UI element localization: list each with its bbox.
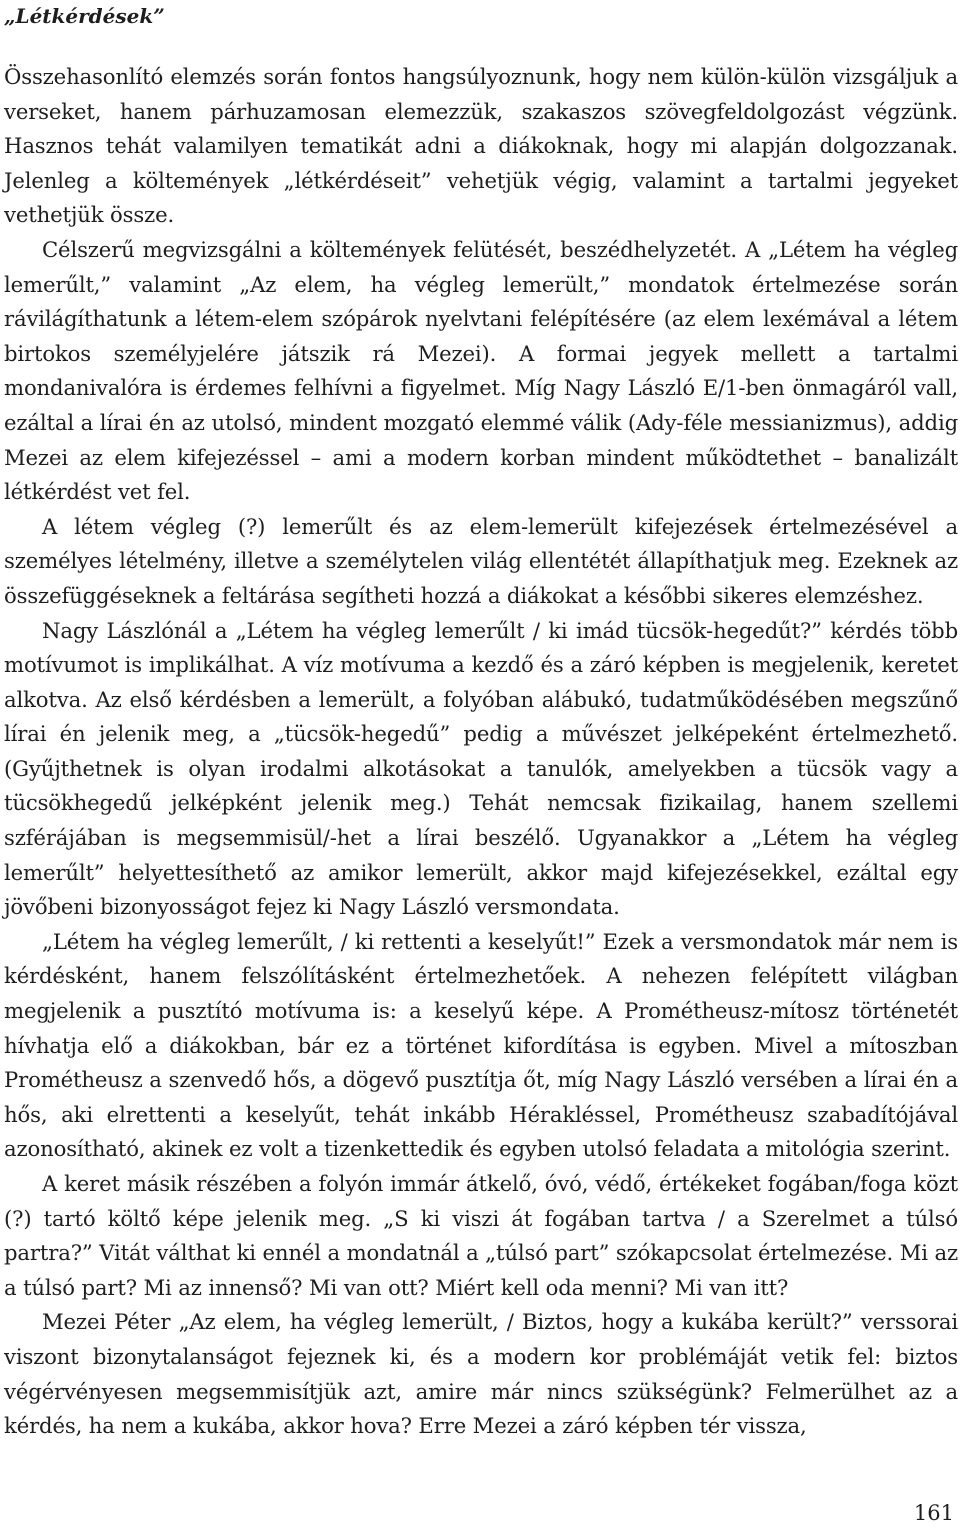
paragraph-7: Mezei Péter „Az elem, ha végleg lemerült, / Biztos, hogy a kukába került?” verssorai viszont bizonytalanságot fejeznek ki, és a modern kor problémáját vetik fel: biztos végérvényesen megsemmisítjük azt, amire már nincs szükségünk? Felmerülhet az a kérdés, ha nem a kukába, akkor hova? Erre Mezei a záró képben tér vissza, (4, 1309, 958, 1439)
body-text (4, 60, 958, 1444)
paragraph-1: Összehasonlító elemzés során fontos hangsúlyoznunk, hogy nem külön-külön vizsgáljuk a verseket, hanem párhuzamosan elemezzük, szakaszos szövegfeldolgozást végzünk. Hasznos tehát valamilyen tematikát adni a diákoknak, hogy mi alapján dolgozzanak. Jelenleg a költemények „létkérdéseit” vehetjük végig, valamint a tartalmi jegyeket vethetjük össze. (4, 64, 958, 228)
paragraph-4: Nagy Lászlónál a „Létem ha végleg lemerűlt / ki imád tücsök-hegedűt?” kérdés több motívumot is implikálhat. A víz motívuma a kezdő és a záró képben is megjelenik, keretet alkotva. Az első kérdésben a lemerült, a folyóban alábukó, tudatműködésében megszűnő lírai én jelenik meg, a „tücsök-hegedű” pedig a művészet jelképeként értelmezhető. (Gyűjthetnek is olyan irodalmi alkotásokat a tanulók, amelyekben a tücsök vagy a tücsökhegedű jelképként jelenik meg.) Tehát nemcsak fizikailag, hanem szellemi szférájában is megsemmisül/-het a lírai beszélő. Ugyanakkor a „Létem ha végleg lemerűlt” helyettesíthető az amikor lemerült, akkor majd kifejezésekkel, ezáltal egy jövőbeni bizonyosságot fejez ki Nagy László versmondata. (4, 617, 958, 920)
section-heading: „Létkérdések” (4, 4, 165, 28)
paragraph-6: A keret másik részében a folyón immár átkelő, óvó, védő, értékeket fogában/foga közt (?) tartó költő képe jelenik meg. „S ki viszi át fogában tartva / a Szerelmet a túlsó partra?” Vitát válthat ki ennél a mondatnál a „túlsó part” szókapcsolat értelmezése. Mi az a túlsó part? Mi az innenső? Mi van ott? Miért kell oda menni? Mi van itt? (4, 1171, 958, 1300)
paragraph-5: „Létem ha végleg lemerűlt, / ki rettenti a keselyűt!” Ezek a versmondatok már nem is kérdésként, hanem felszólításként értelmezhetőek. A nehezen felépített világban megjelenik a pusztító motívuma is: a keselyű képe. A Prométheusz-mítosz történetét hívhatja elő a diákokban, bár ez a történet kifordítása is egyben. Mivel a mítoszban Prométheusz a szenvedő hős, a dögevő pusztítja őt, míg Nagy László versében a lírai én a hős, aki elrettenti a keselyűt, tehát inkább Hérakléssel, Prométheusz szabadítójával azonosítható, akinek ez volt a tizenkettedik és egyben utolsó feladata a mitológia szerint. (4, 928, 958, 1162)
page-number: 161 (913, 1501, 954, 1525)
paragraph-2: Célszerű megvizsgálni a költemények felütését, beszédhelyzetét. A „Létem ha végleg lemerűlt,” valamint „Az elem, ha végleg lemerült,” mondatok értelmezése során rávilágíthatunk a létem-elem szópárok nyelvtani felépítésére (az elem lexémával a létem birtokos személyjelére játszik rá Mezei). A formai jegyek mellett a tartalmi mondanivalóra is érdemes felhívni a figyelmet. Míg Nagy László E/1-ben önmagáról vall, ezáltal a lírai én az utolsó, mindent mozgató elemmé válik (Ady-féle messianizmus), addig Mezei az elem kifejezéssel – ami a modern korban mindent működtethet – banalizált létkérdést vet fel. (4, 236, 958, 505)
paragraph-3: A létem végleg (?) lemerűlt és az elem-lemerült kifejezések értelmezésével a személyes lételmény, illetve a személytelen világ ellentétét állapíthatjuk meg. Ezeknek az összefüggéseknek a feltárása segítheti hozzá a diákokat a későbbi sikeres elemzéshez. (4, 513, 958, 608)
